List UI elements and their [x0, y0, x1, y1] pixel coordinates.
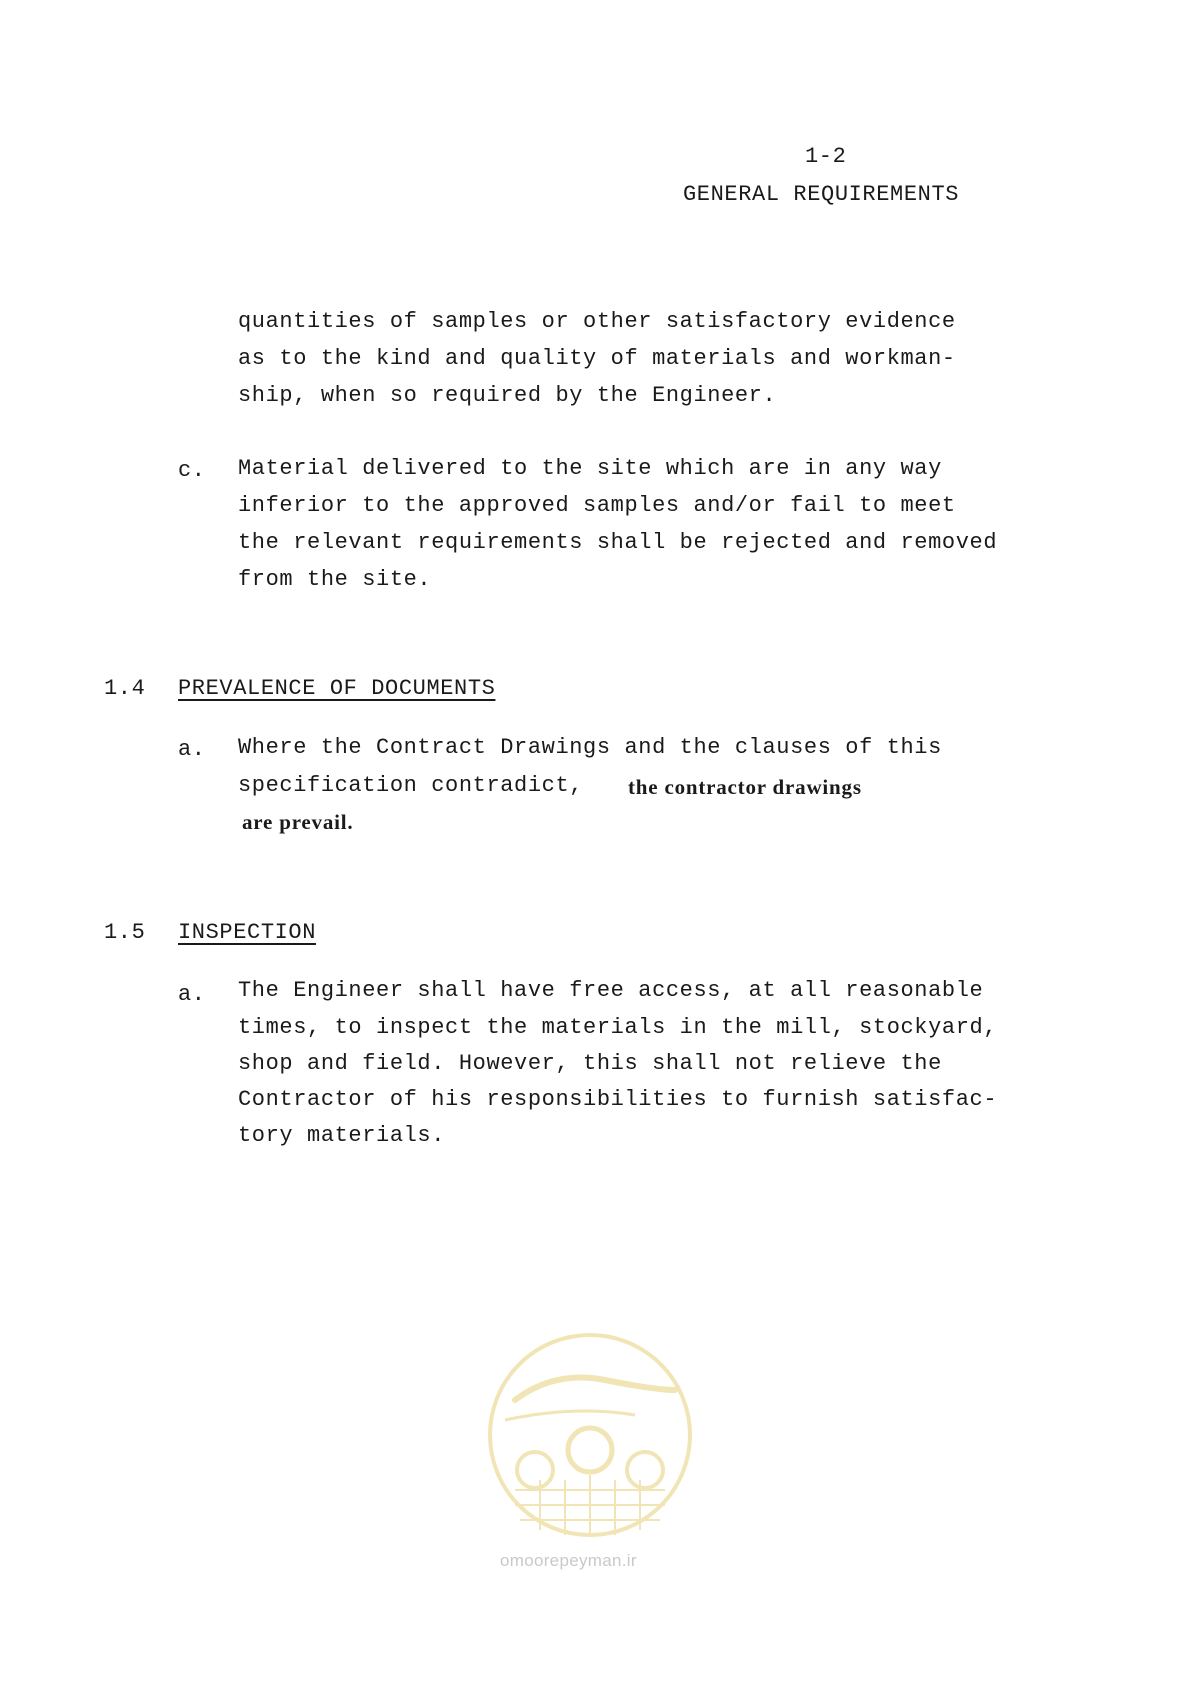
- section-heading: INSPECTION: [178, 920, 317, 945]
- seal-logo-icon: [485, 1330, 695, 1540]
- text-line: the relevant requirements shall be rejected and removed: [238, 530, 998, 555]
- text-line: tory materials.: [238, 1123, 446, 1148]
- inserted-text: the contractor drawings: [628, 775, 862, 799]
- text-line: quantities of samples or other satisfactory evidence: [238, 309, 956, 334]
- text-line: from the site.: [238, 567, 432, 592]
- text-line: Contractor of his responsibilities to furnish satisfac-: [238, 1087, 998, 1112]
- inserted-text: are prevail.: [242, 810, 354, 834]
- page-number: 1-2: [805, 144, 847, 169]
- section-number: 1.5: [104, 920, 146, 945]
- text-line: as to the kind and quality of materials and workman-: [238, 346, 956, 371]
- text-line: Where the Contract Drawings and the clauses of this: [238, 735, 942, 760]
- item-label: c.: [178, 458, 206, 483]
- text-line: inferior to the approved samples and/or fail to meet: [238, 493, 956, 518]
- text-line: The Engineer shall have free access, at all reasonable: [238, 978, 984, 1003]
- item-label: a.: [178, 737, 206, 762]
- item-label: a.: [178, 982, 206, 1007]
- text-line: ship, when so required by the Engineer.: [238, 383, 777, 408]
- section-number: 1.4: [104, 676, 146, 701]
- watermark-url: omoorepeyman.ir: [500, 1551, 637, 1570]
- text-line: shop and field. However, this shall not relieve the: [238, 1051, 942, 1076]
- section-title: GENERAL REQUIREMENTS: [683, 182, 960, 207]
- text-line: Material delivered to the site which are in any way: [238, 456, 942, 481]
- text-line: specification contradict,: [238, 773, 584, 798]
- section-heading: PREVALENCE OF DOCUMENTS: [178, 676, 496, 701]
- text-line: times, to inspect the materials in the mill, stockyard,: [238, 1015, 998, 1040]
